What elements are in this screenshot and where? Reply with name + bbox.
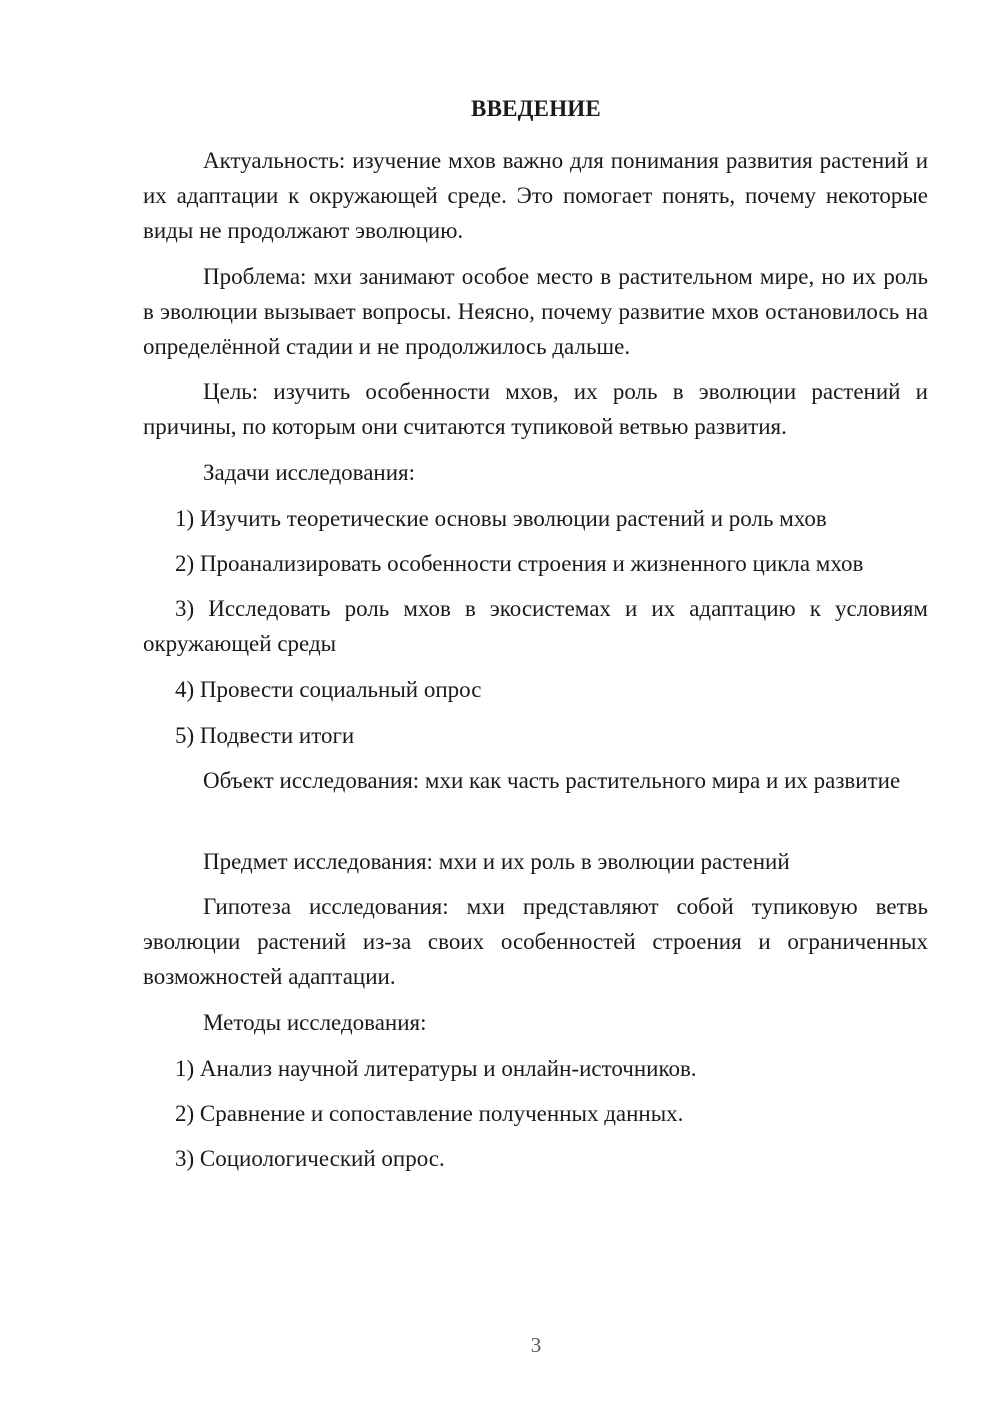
task-item-4: 4) Провести социальный опрос	[175, 677, 482, 702]
tasks-heading: Задачи исследования:	[203, 460, 416, 485]
page-number: 3	[530, 1333, 542, 1357]
method-item-1: 1) Анализ научной литературы и онлайн-источников.	[175, 1056, 697, 1081]
method-item-3: 3) Социологический опрос.	[175, 1146, 445, 1171]
subject-paragraph: Предмет исследования: мхи и их роль в эволюции растений	[203, 849, 790, 874]
task-item-2: 2) Проанализировать особенности строения и жизненного цикла мхов	[175, 551, 864, 576]
methods-heading: Методы исследования:	[203, 1010, 427, 1035]
goal-paragraph: Цель: изучить особенности мхов, их роль в эволюции растений и причины, по которым они считаются тупиковой ветвью развития.	[143, 379, 928, 439]
task-item-3: 3) Исследовать роль мхов в экосистемах и их адаптацию к условиям окружающей среды	[143, 596, 928, 656]
problem-paragraph: Проблема: мхи занимают особое место в растительном мире, но их роль в эволюции вызывает вопросы. Неясно, почему развитие мхов остановилось на определённой стадии и не продолжилось дальше.	[143, 264, 928, 359]
task-item-1: 1) Изучить теоретические основы эволюции растений и роль мхов	[175, 506, 827, 531]
task-item-5: 5) Подвести итоги	[175, 723, 355, 748]
method-item-2: 2) Сравнение и сопоставление полученных данных.	[175, 1101, 684, 1126]
relevance-paragraph: Актуальность: изучение мхов важно для понимания развития растений и их адаптации к окружающей среде. Это помогает понять, почему некоторые виды не продолжают эволюцию.	[143, 148, 928, 243]
object-paragraph: Объект исследования: мхи как часть растительного мира и их развитие	[203, 768, 901, 793]
page-title: ВВЕДЕНИЕ	[471, 96, 601, 121]
hypothesis-paragraph: Гипотеза исследования: мхи представляют собой тупиковую ветвь эволюции растений из-за своих особенностей строения и ограниченных возможностей адаптации.	[143, 894, 928, 989]
